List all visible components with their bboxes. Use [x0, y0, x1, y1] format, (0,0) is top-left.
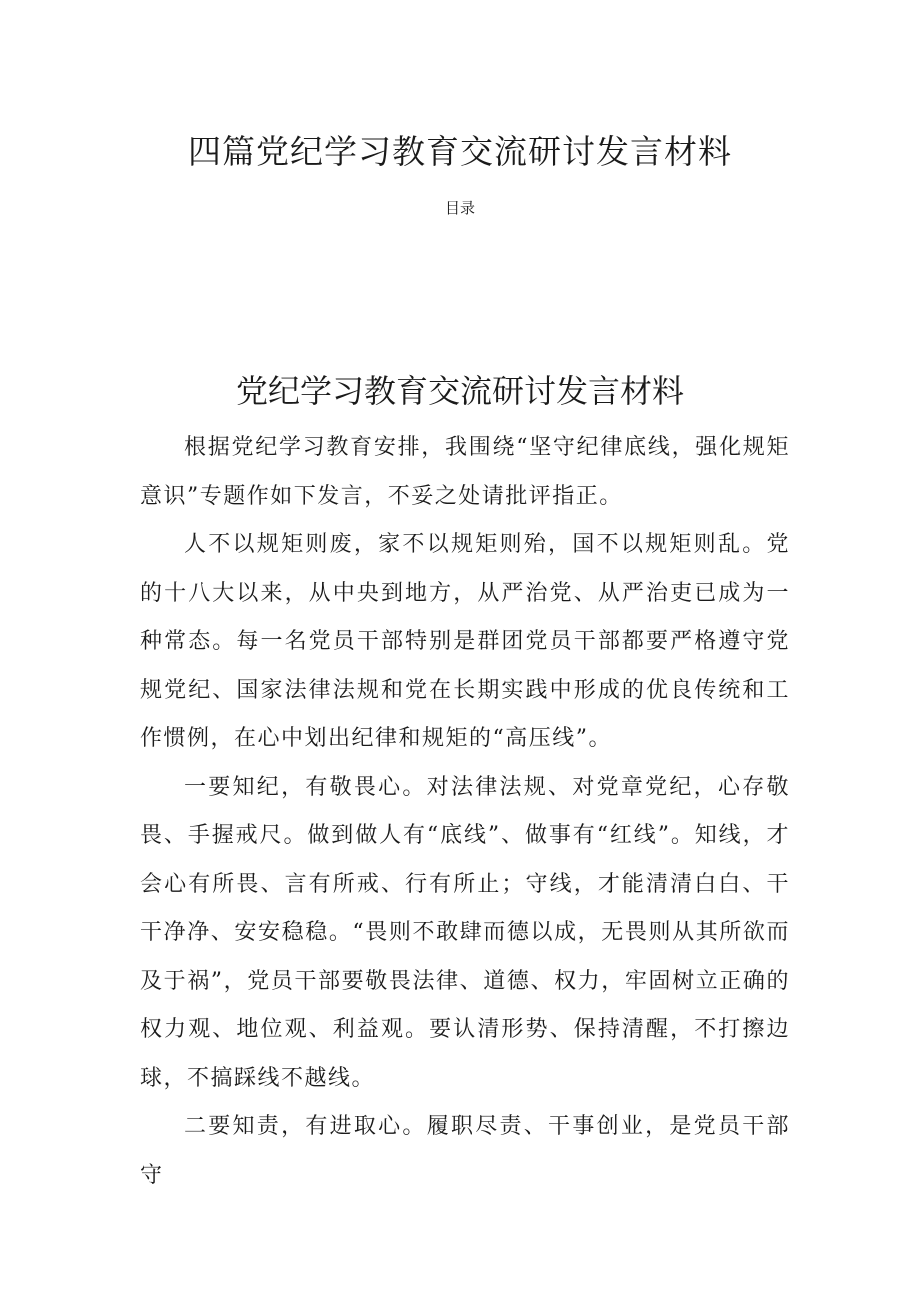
paragraph-rules: 人不以规矩则废，家不以规矩则殆，国不以规矩则乱。党的十八大以来，从中央到地方，从严治党、从严治吏已成为一种常态。每一名党员干部特别是群团党员干部都要严格遵守党规党纪、国家法律法规和党在长期实践中形成的优良传统和工作惯例，在心中划出纪律和规矩的“高压线”。: [140, 532, 790, 751]
paragraph-intro: 根据党纪学习教育安排，我围绕“坚守纪律底线，强化规矩意识”专题作如下发言，不妥之处请批评指正。: [140, 435, 790, 509]
document-body: [140, 424, 790, 1200]
section-title: 党纪学习教育交流研讨发言材料: [235, 372, 684, 410]
table-of-contents-label: 目录: [444, 199, 475, 217]
document-main-title: 四篇党纪学习教育交流研讨发言材料: [188, 132, 732, 171]
paragraph-know-discipline: 一要知纪，有敬畏心。对法律法规、对党章党纪，心存敬畏、手握戒尺。做到做人有“底线”、做事有“红线”。知线，才会心有所畏、言有所戒、行有所止；守线，才能清清白白、干干净净、安安稳稳。“畏则不敢肆而德以成，无畏则从其所欲而及于祸”，党员干部要敬畏法律、道德、权力，牢固树立正确的权力观、地位观、利益观。要认清形势、保持清醒，不打擦边球，不搞踩线不越线。: [140, 774, 790, 1091]
paragraph-know-responsibility: 二要知责，有进取心。履职尽责、干事创业，是党员干部守: [140, 1114, 790, 1188]
